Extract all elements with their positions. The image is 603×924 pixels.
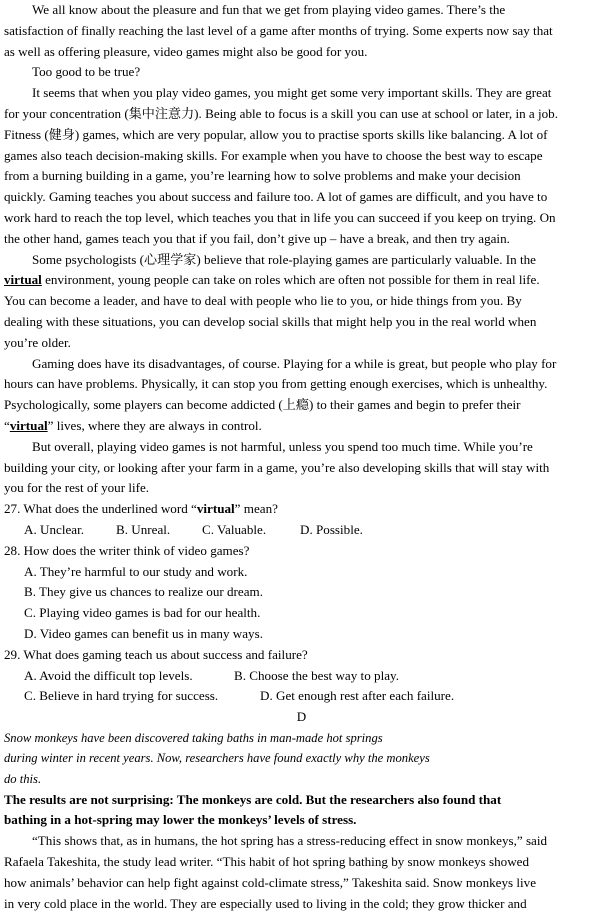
text-line: during winter in recent years. Now, researchers have found exactly why the monkeys [4,751,430,766]
question-28 [4,541,599,645]
option-b[interactable]: B. Unreal. [116,521,171,537]
text-span: 27. What does the underlined word “ [4,501,197,517]
paragraph [4,62,599,83]
text-line: Too good to be true? [32,64,141,80]
underlined-word-virtual: virtual [4,272,42,288]
question-stem [4,499,599,520]
text-span: environment, young people can take on roles which are often not possible for them in real life. [41,272,540,288]
text-line: games also teach decision-making skills. For example when you have to choose the best way to escape [4,147,543,163]
text-line: It seems that when you play video games, you might get some very important skills. They are great [32,85,552,101]
text-line: do this. [4,772,42,787]
option-c[interactable]: C. Valuable. [202,521,267,537]
option-a[interactable]: A. They’re harmful to our study and work. [24,563,248,579]
underlined-word-virtual: virtual [9,417,48,433]
text-line: “This shows that, as in humans, the hot spring has a stress-reducing effect in snow monkeys,” said [32,833,548,849]
option-d[interactable]: D. Possible. [300,521,363,537]
text-line: Gaming does have its disadvantages, of course. Playing for a while is great, but people who play for [32,355,557,371]
text-line: work hard to reach the top level, which teaches you that in life you can succeed if you keep on trying. On [4,209,556,225]
option-a[interactable]: A. Avoid the difficult top levels. [24,667,193,683]
text-line: Rafaela Takeshita, the study lead writer. “This habit of hot spring bathing by snow monkeys showed [4,854,530,870]
text-line: how animals’ behavior can help fight against cold-climate stress,” Takeshita said. Snow monkeys live [4,874,537,890]
intro-paragraph [4,728,599,790]
text-line: Psychologically, some players can become addicted (上瘾) to their games and begin to prefer their [4,397,521,413]
answer-options [4,520,599,541]
text-line: But overall, playing video games is not harmful, unless you spend too much time. While you’re [32,438,533,454]
text-line [4,416,599,437]
question-stem: 28. How does the writer think of video games? [4,542,250,558]
text-line: you for the rest of your life. [4,480,150,496]
text-line: hours can have problems. Physically, it can stop you from getting enough exercises, which is unhealthy. [4,376,548,392]
paragraph [4,831,599,914]
text-line: dealing with these situations, you can develop social skills that might help you in the real world when [4,313,537,329]
text-span: “ [4,417,10,433]
text-line: bathing in a hot-spring may lower the monkeys’ levels of stress. [4,812,357,828]
text-line: for your concentration (集中注意力). Being able to focus is a skill you can use at school or later, in a job. [4,105,559,121]
paragraph [4,354,599,437]
section-letter: D [296,709,307,725]
text-line: Fitness (健身) games, which are very popular, allow you to practise sports skills like balancing. A lot of [4,126,548,142]
bold-word-virtual: virtual [196,501,235,517]
text-line: building your city, or looking after your farm in a game, you’re also developing skills that will stay with [4,459,550,475]
bold-paragraph [4,790,599,832]
paragraph [4,83,599,249]
option-d[interactable]: D. Video games can benefit us in many ways. [24,625,263,641]
paragraph [4,0,599,62]
option-b[interactable]: B. They give us chances to realize our dream. [24,584,263,600]
text-span: ” lives, where they are always in control. [47,417,262,433]
text-span: ” mean? [234,501,278,517]
answer-options [4,666,599,687]
text-line: Some psychologists (心理学家) believe that role-playing games are particularly valuable. In the [32,251,536,267]
text-line: the other hand, games teach you that if you fail, don’t give up – have a break, and then try again. [4,230,510,246]
answer-options [4,686,599,707]
text-line [4,270,599,291]
text-line: We all know about the pleasure and fun that we get from playing video games. There’s the [32,2,506,17]
question-29 [4,645,599,707]
question-stem: 29. What does gaming teach us about success and failure? [4,646,308,662]
paragraph [4,437,599,499]
text-line: satisfaction of finally reaching the last level of a game after months of trying. Some experts now say that [4,22,553,38]
option-d[interactable]: D. Get enough rest after each failure. [260,688,455,704]
option-b[interactable]: B. Choose the best way to play. [234,667,399,683]
text-line: You can become a leader, and have to deal with people who lie to you, or hide things from you. By [4,293,522,309]
text-line: you’re older. [4,334,71,350]
text-line: as well as offering pleasure, video games might also be good for you. [4,43,368,59]
option-c[interactable]: C. Believe in hard trying for success. [24,688,219,704]
option-c[interactable]: C. Playing video games is bad for our health. [24,605,261,621]
text-line: Snow monkeys have been discovered taking baths in man-made hot springs [4,730,383,745]
text-line: in very cold place in the world. They are especially used to living in the cold; they grow thicker and [4,895,527,911]
text-line: from a burning building in a game, you’re learning how to solve problems and make your decision [4,168,521,184]
paragraph [4,250,599,354]
option-a[interactable]: A. Unclear. [24,521,84,537]
text-line: quickly. Gaming teaches you about success and failure too. A lot of games are difficult, and you have to [4,189,548,205]
text-line: The results are not surprising: The monkeys are cold. But the researchers also found that [4,791,502,807]
question-27 [4,499,599,541]
